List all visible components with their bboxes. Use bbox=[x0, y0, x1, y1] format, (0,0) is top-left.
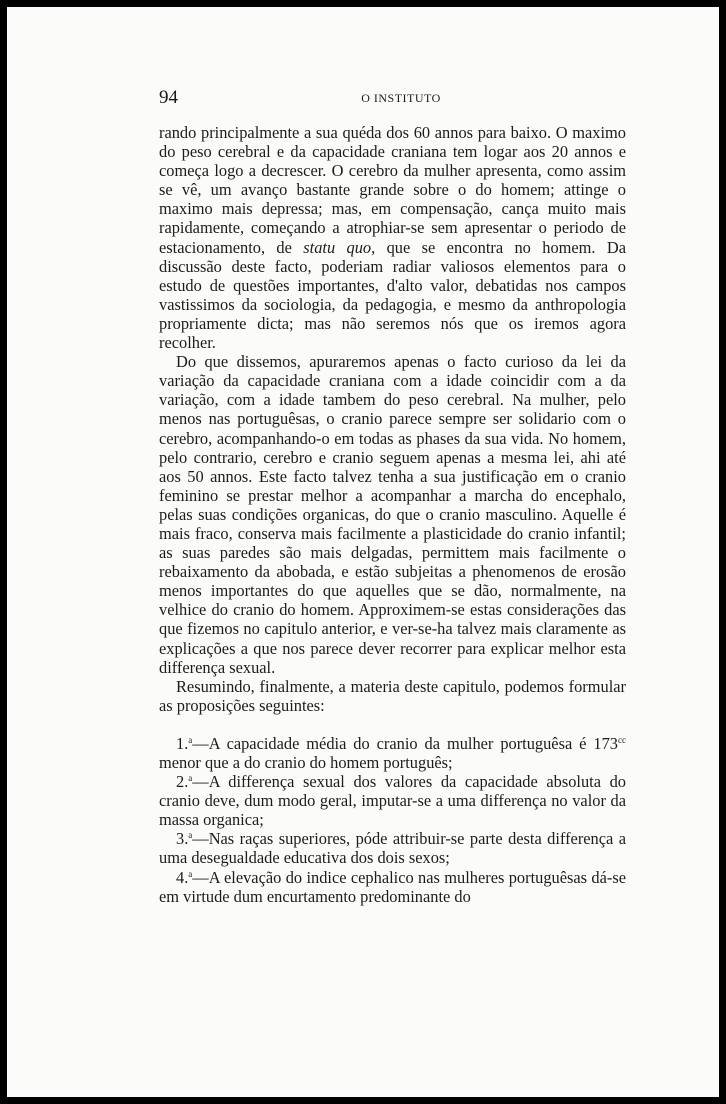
proposition-number: 4. bbox=[176, 867, 189, 887]
ordinal-marker: a bbox=[188, 830, 193, 841]
ordinal-marker: a bbox=[188, 734, 193, 745]
page-number: 94 bbox=[159, 87, 178, 108]
page-header bbox=[159, 87, 635, 111]
proposition bbox=[159, 868, 626, 906]
paragraph bbox=[159, 123, 626, 352]
proposition bbox=[159, 772, 626, 829]
paragraph-text: que se encontra no homem. Da discussão deste facto, poderiam radiar valiosos elementos para o estudo de questões importantes, d'alto valor, debatidas nos campos vastissimos da sociologia, da pedagogia, e mesmo da anthropologia propriamente dicta; mas não seremos nós que os iremos agora recolher. bbox=[159, 237, 627, 353]
proposition-text: —A capacidade média do cranio da mulher portuguêsa é 173 bbox=[192, 733, 618, 753]
paragraph: Do que dissemos, apuraremos apenas o facto curioso da lei da variação da capacidade craniana com a idade coincidir com a da variação, com a idade tambem do peso cerebral. Na mulher, pelo menos nas portuguêsas, o cranio parece sempre ser solidario com o cerebro, acompanhando-o em todas as phases da sua vida. No homem, pelo contrario, cerebro e cranio seguem apenas a mesma lei, ahi até aos 50 annos. Este facto talvez tenha a sua justificação em o cranio feminino se prestar melhor a acompanhar a marcha do encephalo, pelas suas condições organicas, do que o cranio masculino. Aquelle é mais fraco, conserva mais facilmente a plasticidade do cranio infantil; as suas paredes são mais delgadas, permittem mais facilmente o rebaixamento da abobada, e estão subjeitas a phenomenos de erosão menos importantes do que aquelles que se dão, normalmente, na velhice do cranio do homem. Approximem-se estas considerações das que fizemos no capitulo anterior, e ver-se-ha talvez mais claramente as explicações a que nos parece dever recorrer para explicar melhor esta differença sexual. bbox=[159, 352, 626, 677]
proposition-text: —A differença sexual dos valores da capacidade absoluta do cranio deve, dum modo geral, imputar-se a uma differença no valor da massa organica; bbox=[159, 772, 626, 830]
ordinal-marker: a bbox=[188, 868, 193, 879]
ordinal-marker: a bbox=[188, 773, 193, 784]
running-title: O INSTITUTO bbox=[361, 91, 441, 105]
italic-phrase: statu quo, bbox=[303, 237, 376, 257]
proposition-number: 3. bbox=[176, 829, 189, 849]
unit-marker: cc bbox=[618, 734, 626, 745]
spacer bbox=[159, 715, 626, 734]
proposition-text: menor que a do cranio do homem português; bbox=[159, 753, 453, 772]
paragraph: Resumindo, finalmente, a materia deste capitulo, podemos formular as proposições seguintes: bbox=[159, 676, 626, 715]
proposition bbox=[159, 829, 626, 867]
paragraph-text: rando principalmente a sua quéda dos 60 annos para baixo. O maximo do peso cerebral e da capacidade craniana tem logar aos 20 annos e começa logo a decrescer. O cerebro da mulher apresenta, como assim se vê, um avanço bastante grande sobre o do homem; attinge o maximo mais depressa; mas, em compensação, cança muito mais rapidamente, começando a atrophiar-se sem apresentar o periodo de estacionamento, de bbox=[159, 123, 626, 257]
proposition-number: 2. bbox=[176, 772, 189, 792]
proposition-number: 1. bbox=[176, 733, 189, 753]
body-text bbox=[159, 123, 626, 906]
proposition bbox=[159, 734, 626, 772]
book-page bbox=[7, 7, 719, 1097]
proposition-text: —Nas raças superiores, póde attribuir-se parte desta differença a uma desegualdade educativa dos dois sexos; bbox=[159, 829, 626, 868]
proposition-text: —A elevação do indice cephalico nas mulheres portuguêsas dá-se em virtude dum encurtamento predominante do bbox=[159, 867, 626, 906]
